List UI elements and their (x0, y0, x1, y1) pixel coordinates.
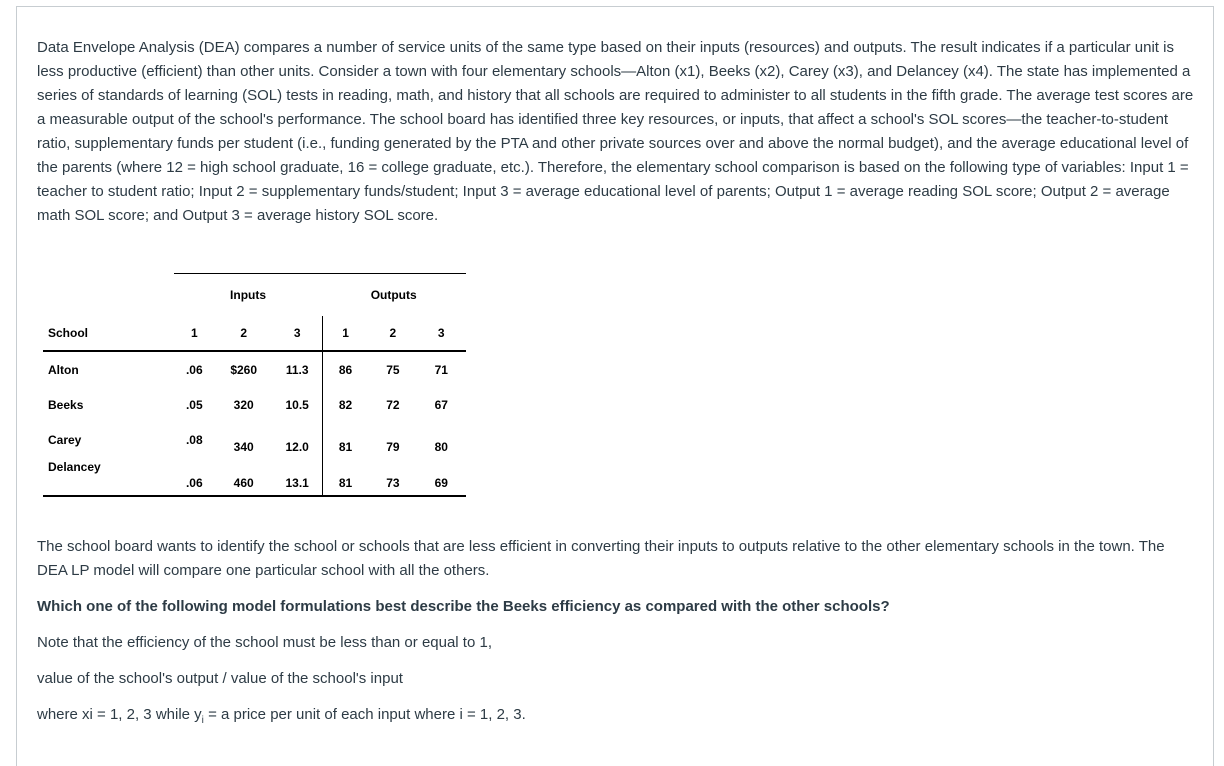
output-value: 73 (386, 476, 400, 490)
output-value: 75 (386, 362, 400, 377)
output-value: 69 (434, 476, 448, 490)
output-3-header: 3 (418, 316, 465, 351)
input-value: .06 (185, 476, 203, 490)
school-name: Carey (48, 432, 82, 447)
input-value: 320 (233, 397, 254, 412)
input-3-header: 3 (272, 316, 322, 351)
input-value: 10.5 (272, 387, 322, 422)
table-row (43, 457, 465, 496)
output-value: 80 (434, 439, 448, 454)
note-variables (37, 703, 1197, 733)
inputs-group-header: Inputs (230, 288, 267, 302)
question-text: Which one of the following model formulations best describe the Beeks efficiency as compared with the other schools? (37, 598, 890, 615)
output-value: 82 (338, 397, 353, 412)
outputs-group-header: Outputs (370, 288, 417, 302)
output-value: 81 (338, 439, 353, 454)
input-value: 13.1 (285, 476, 309, 490)
output-value: 81 (338, 476, 353, 490)
output-value: 67 (434, 397, 448, 412)
output-value: 79 (386, 439, 400, 454)
context-paragraph: The school board wants to identify the school or schools that are less efficient in converting their inputs to outputs relative to the other elementary schools in the town. The DEA LP model will compare one particular school with all the others. (37, 538, 1165, 579)
table-row (43, 351, 465, 387)
intro-paragraph: Data Envelope Analysis (DEA) compares a number of service units of the same type based on their inputs (resources) and outputs. The result indicates if a particular unit is less productive (efficient) than other units. Consider a town with four elementary schools—Alton (x1), Beeks (x2), Carey (x3), and Delancey (x4). The state has implemented a series of standards of learning (SOL) tests in reading, math, and history that all schools are required to administer to all students in the fifth grade. The average test scores are a measurable output of the school's performance. The school board has identified three key resources, or inputs, that affect a school's SOL scores—the teacher-to-student ratio, supplementary funds per student (i.e., funding generated by the PTA and other private sources over and above the normal budget), and the average educational level of the parents (where 12 = high school graduate, 16 = college graduate, etc.). Therefore, the elementary school comparison is based on the following type of variables: Input 1 = teacher to student ratio; Input 2 = supplementary funds/student; Input 3 = average educational level of parents; Output 1 = average reading SOL score; Output 2 = average math SOL score; and Output 3 = average history SOL score. (37, 39, 1194, 224)
output-1-header: 1 (322, 316, 368, 351)
input-value: .06 (185, 362, 203, 377)
input-value: 11.3 (272, 351, 322, 387)
input-2-header: 2 (215, 316, 273, 351)
school-name: Beeks (48, 397, 84, 412)
table-row (43, 387, 465, 422)
output-2-header: 2 (368, 316, 417, 351)
note-efficiency: Note that the efficiency of the school must be less than or equal to 1, (37, 634, 492, 651)
note-ratio: value of the school's output / value of the school's input (37, 670, 403, 687)
note-variables-text-end: = a price per unit of each input where i = 1, 2, 3. (203, 706, 526, 723)
input-value: 12.0 (285, 439, 309, 454)
input-value: .08 (185, 432, 203, 447)
school-name: Delancey (43, 457, 168, 496)
column-header-row (43, 316, 465, 351)
schools-data-table (43, 273, 465, 497)
school-column-header: School (43, 316, 168, 351)
subscript-i: i (201, 715, 204, 726)
output-value: 72 (386, 397, 400, 412)
input-value: $260 (230, 362, 258, 377)
output-value: 71 (434, 362, 448, 377)
school-name: Alton (48, 362, 79, 377)
output-value: 86 (338, 362, 353, 377)
note-variables-text: where xi = 1, 2, 3 while y (37, 706, 202, 723)
input-1-header: 1 (174, 316, 215, 351)
input-value: .05 (185, 397, 203, 412)
input-value: 340 (233, 439, 254, 454)
input-value: 460 (233, 476, 254, 490)
table-row (43, 422, 465, 457)
